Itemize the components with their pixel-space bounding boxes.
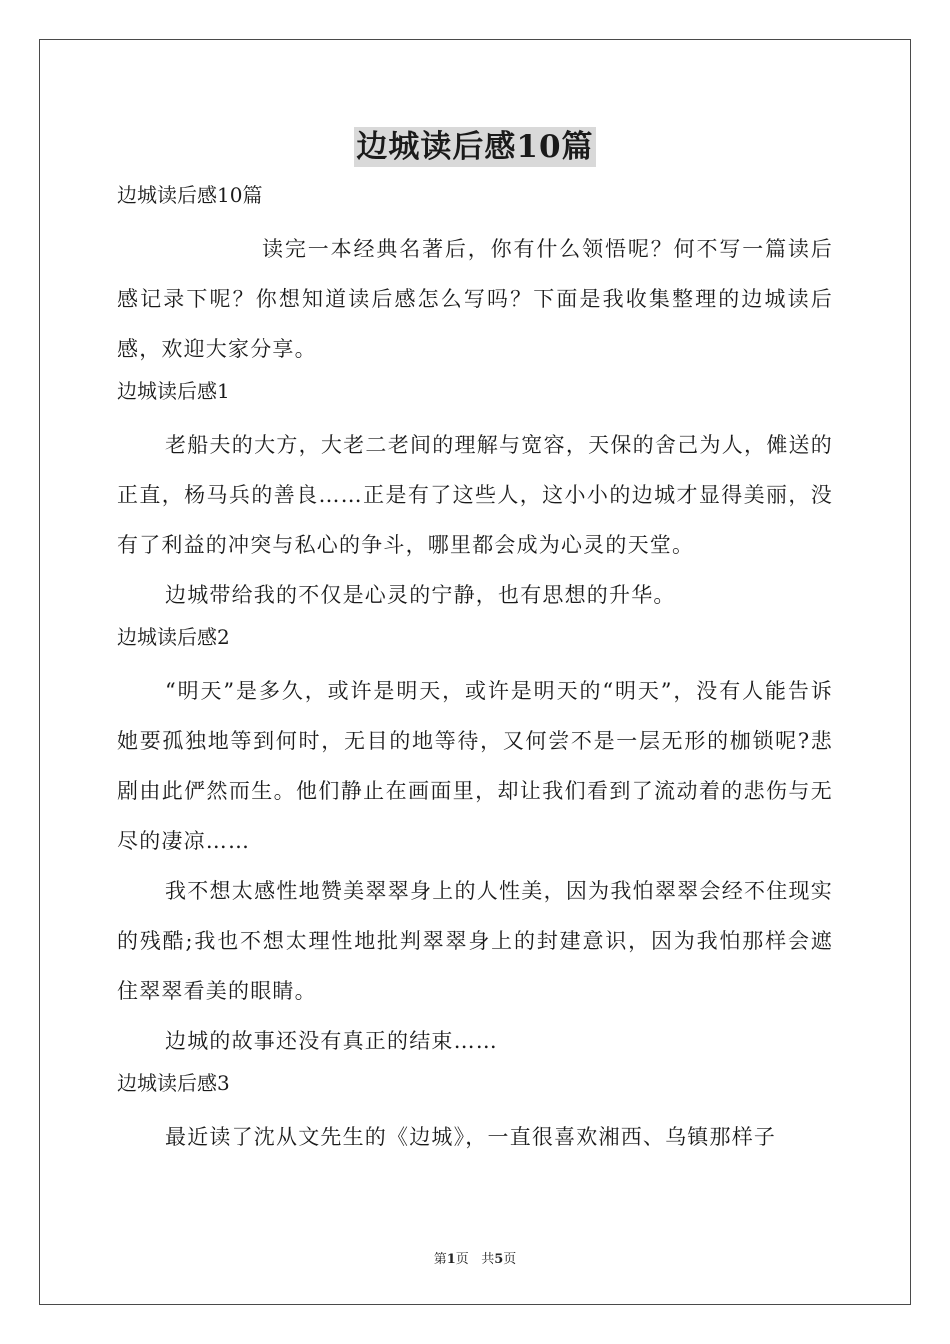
intro-paragraph: 读完一本经典名著后，你有什么领悟呢？何不写一篇读后感记录下呢？你想知道读后感怎么写吗？下面是我收集整理的边城读后感，欢迎大家分享。 <box>117 237 833 361</box>
document-title: 边城读后感10篇 <box>356 129 594 165</box>
page-suffix: 页 <box>455 1252 469 1267</box>
title-container <box>0 127 950 167</box>
total-pages: 5 <box>494 1252 504 1267</box>
document-subtitle: 边城读后感10篇 <box>117 183 263 207</box>
document-body <box>117 178 833 1162</box>
total-prefix: 共 <box>481 1252 495 1267</box>
section-heading: 边城读后感3 <box>117 1071 230 1095</box>
section-paragraph: 边城带给我的不仅是心灵的宁静，也有思想的升华。 <box>165 583 676 607</box>
section-paragraph: 我不想太感性地赞美翠翠身上的人性美，因为我怕翠翠会经不住现实的残酷;我也不想太理性地批判翠翠身上的封建意识，因为我怕那样会遮住翠翠看美的眼睛。 <box>117 879 833 1003</box>
page-prefix: 第 <box>433 1252 447 1267</box>
section-paragraph: 最近读了沈从文先生的《边城》，一直很喜欢湘西、乌镇那样子 <box>165 1125 777 1149</box>
page-number: 1 <box>446 1252 456 1267</box>
section-heading: 边城读后感1 <box>117 379 230 403</box>
section-paragraph: “明天”是多久，或许是明天，或许是明天的“明天”，没有人能告诉她要孤独地等到何时，无目的地等待，又何尝不是一层无形的枷锁呢?悲剧由此俨然而生。他们静止在画面里，却让我们看到了流动着的悲伤与无尽的凄凉…… <box>117 679 833 853</box>
page-footer <box>0 1248 950 1267</box>
section-paragraph: 老船夫的大方，大老二老间的理解与宽容，天保的舍己为人，傩送的正直，杨马兵的善良……正是有了这些人，这小小的边城才显得美丽，没有了利益的冲突与私心的争斗，哪里都会成为心灵的天堂。 <box>117 433 833 557</box>
total-suffix: 页 <box>503 1252 517 1267</box>
section-paragraph: 边城的故事还没有真正的结束…… <box>165 1029 498 1053</box>
section-heading: 边城读后感2 <box>117 625 230 649</box>
